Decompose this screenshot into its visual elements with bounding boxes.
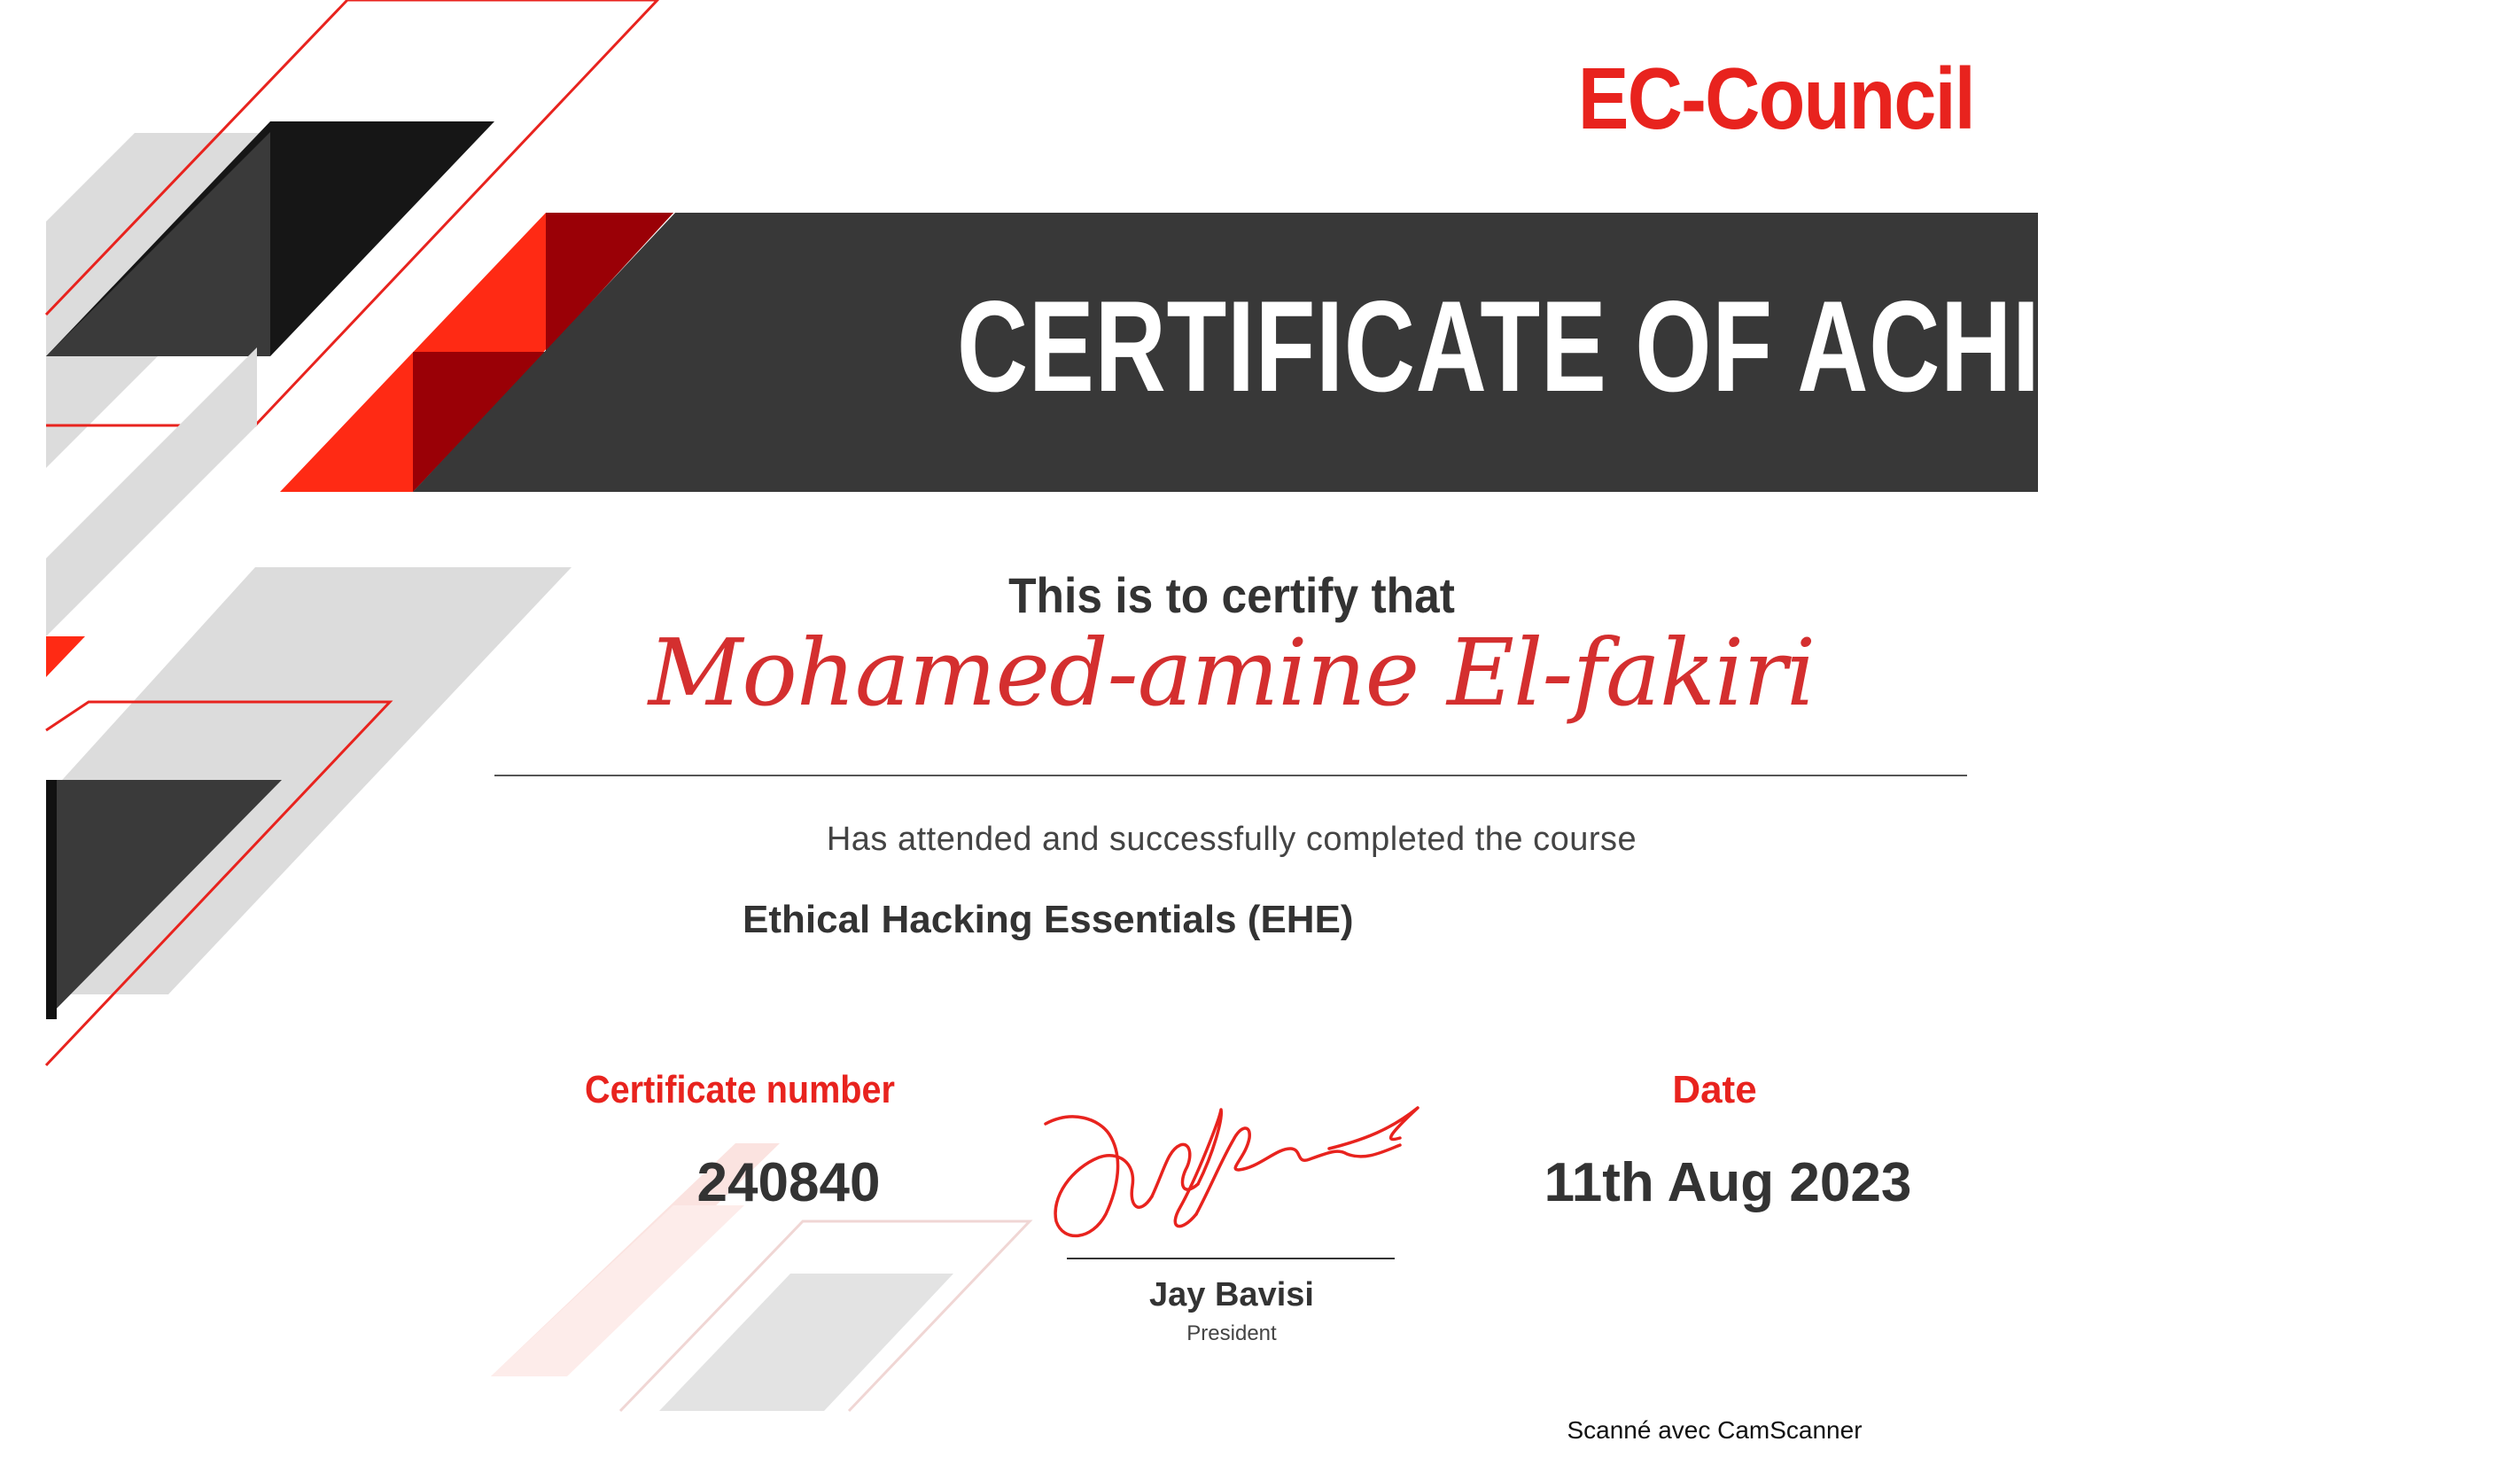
certificate-number-label: Certificate number [585, 1068, 895, 1111]
completion-text: Has attended and successfully completed the course [826, 821, 1637, 858]
camscanner-watermark: Scanné avec CamScanner [1567, 1416, 1863, 1444]
certificate-title: CERTIFICATE OF ACHIEVEMENT [957, 274, 2520, 418]
certificate-number: 240840 [696, 1152, 881, 1213]
course-name: Ethical Hacking Essentials (EHE) [743, 898, 1354, 941]
faint-gray-band [659, 1274, 953, 1411]
recipient-name: Mohamed-amine El-fakiri [648, 619, 1816, 727]
date-label: Date [1672, 1068, 1757, 1111]
signer-name: Jay Bavisi [1149, 1276, 1314, 1313]
ec-council-logo: EC-Council [1577, 50, 1974, 147]
signer-title: President [1186, 1321, 1277, 1345]
date-value: 11th Aug 2023 [1544, 1152, 1912, 1213]
faint-red-band-2 [491, 1205, 744, 1376]
red-triangle-small [46, 636, 85, 677]
certify-intro-text: This is to certify that [1008, 567, 1455, 623]
signature [1046, 1108, 1418, 1235]
dark-edge-lower [46, 780, 57, 1019]
